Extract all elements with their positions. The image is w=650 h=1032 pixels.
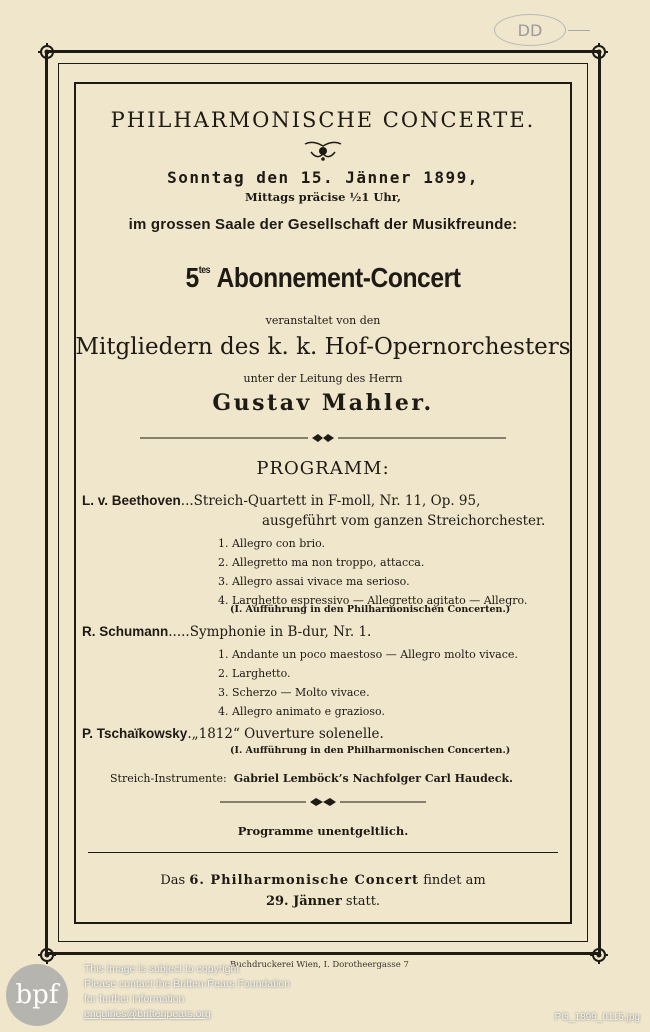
concert-ordinal: tes [198, 265, 211, 276]
divider-ornament-icon [140, 433, 506, 443]
work-subtitle: ausgeführt vom ganzen Streichorchester. [262, 513, 546, 529]
conductor-name: Gustav Mahler. [212, 390, 434, 416]
leader-dots: . [187, 726, 192, 742]
concert-name: Abonnement-Concert [216, 262, 461, 293]
next-concert-date: 29. Jänner [265, 894, 342, 909]
leader-dots: ... [180, 493, 194, 509]
annotation-stroke [568, 30, 590, 31]
copyright-line: Please contact the Britten-Pears Foundation [84, 978, 291, 990]
concert-time: Mittags präcise ½1 Uhr, [244, 190, 402, 204]
concert-number: 5 [185, 262, 199, 293]
composer-name: P. Tschaïkowsky [82, 726, 188, 741]
bpf-logo: bpf [6, 964, 68, 1026]
next-concert-announcement [74, 873, 572, 888]
organizer: Mitgliedern des k. k. Hof-Opernorchesters [75, 334, 571, 360]
contact-email-link[interactable]: enquiries@brittenpears.org [84, 1008, 211, 1020]
next-concert-date-line [74, 894, 572, 909]
printer-imprint: Buchdruckerei Wien, I. Dorotheergasse 7 [230, 960, 409, 970]
horizontal-rule [88, 852, 558, 853]
composer-name: R. Schumann [82, 624, 169, 639]
announcement-suffix: findet am [423, 873, 486, 888]
concert-venue: im grossen Saale der Gesellschaft der Musikfreunde: [128, 216, 518, 233]
page-title: PHILHARMONISCHE CONCERTE. [110, 108, 536, 132]
work-title: „1812“ Ouverture solenelle. [191, 726, 384, 742]
movement: 2. Larghetto. [218, 667, 291, 680]
premiere-note: (I. Aufführung in den Philharmonischen Concerten.) [230, 745, 511, 756]
leader-dots: ..... [168, 624, 190, 640]
work-title: Symphonie in B-dur, Nr. 1. [189, 624, 372, 640]
copyright-notice [84, 962, 290, 1022]
program-item-schumann [82, 624, 580, 640]
movement: 3. Scherzo — Molto vivace. [218, 686, 370, 699]
copyright-watermark [0, 958, 290, 1032]
movement: 2. Allegretto ma non troppo, attacca. [218, 556, 425, 569]
handwritten-annotation: DD [494, 14, 566, 46]
instruments-maker: Gabriel Lemböck’s Nachfolger Carl Haudeck. [233, 772, 513, 785]
movement: 3. Allegro assai vivace ma serioso. [218, 575, 410, 588]
movement: 1. Andante un poco maestoso — Allegro molto vivace. [218, 648, 518, 661]
movement: 1. Allegro con brio. [218, 537, 326, 550]
work-title: Streich-Quartett in F-moll, Nr. 11, Op. 95, [193, 493, 481, 509]
corner-ornament-icon [588, 944, 610, 966]
organized-by: veranstaltet von den [265, 314, 381, 327]
concert-date: Sonntag den 15. Jänner 1899, [167, 168, 479, 187]
file-reference: PG_1899_0115.jpg [554, 1012, 640, 1023]
next-concert-name: 6. Philharmonische Concert [189, 873, 420, 888]
premiere-note: (I. Aufführung in den Philharmonischen Concerten.) [230, 604, 511, 615]
concert-title [104, 262, 542, 294]
program-item-tschaikowsky [82, 726, 580, 742]
free-program-note: Programme unentgeltlich. [237, 824, 409, 838]
program-heading: PROGRAMM: [256, 458, 390, 479]
movement: 4. Larghetto espressivo — Allegretto agitato — Allegro. [218, 594, 528, 607]
corner-ornament-icon [36, 41, 58, 63]
copyright-line: This image is subject to copyright [84, 963, 240, 975]
next-date-suffix: statt. [345, 894, 381, 909]
leadership-line: unter der Leitung des Herrn [243, 372, 403, 385]
divider-ornament-icon [140, 797, 506, 807]
corner-ornament-icon [588, 41, 610, 63]
movement: 4. Allegro animato e grazioso. [218, 705, 385, 718]
copyright-line: for further information [84, 993, 185, 1005]
flourish-ornament-icon [303, 140, 343, 162]
instruments-label: Streich-Instrumente: [110, 772, 227, 785]
instruments-line [110, 772, 608, 785]
program-item-beethoven [82, 493, 580, 509]
composer-name: L. v. Beethoven [82, 493, 181, 508]
announcement-prefix: Das [160, 873, 186, 888]
